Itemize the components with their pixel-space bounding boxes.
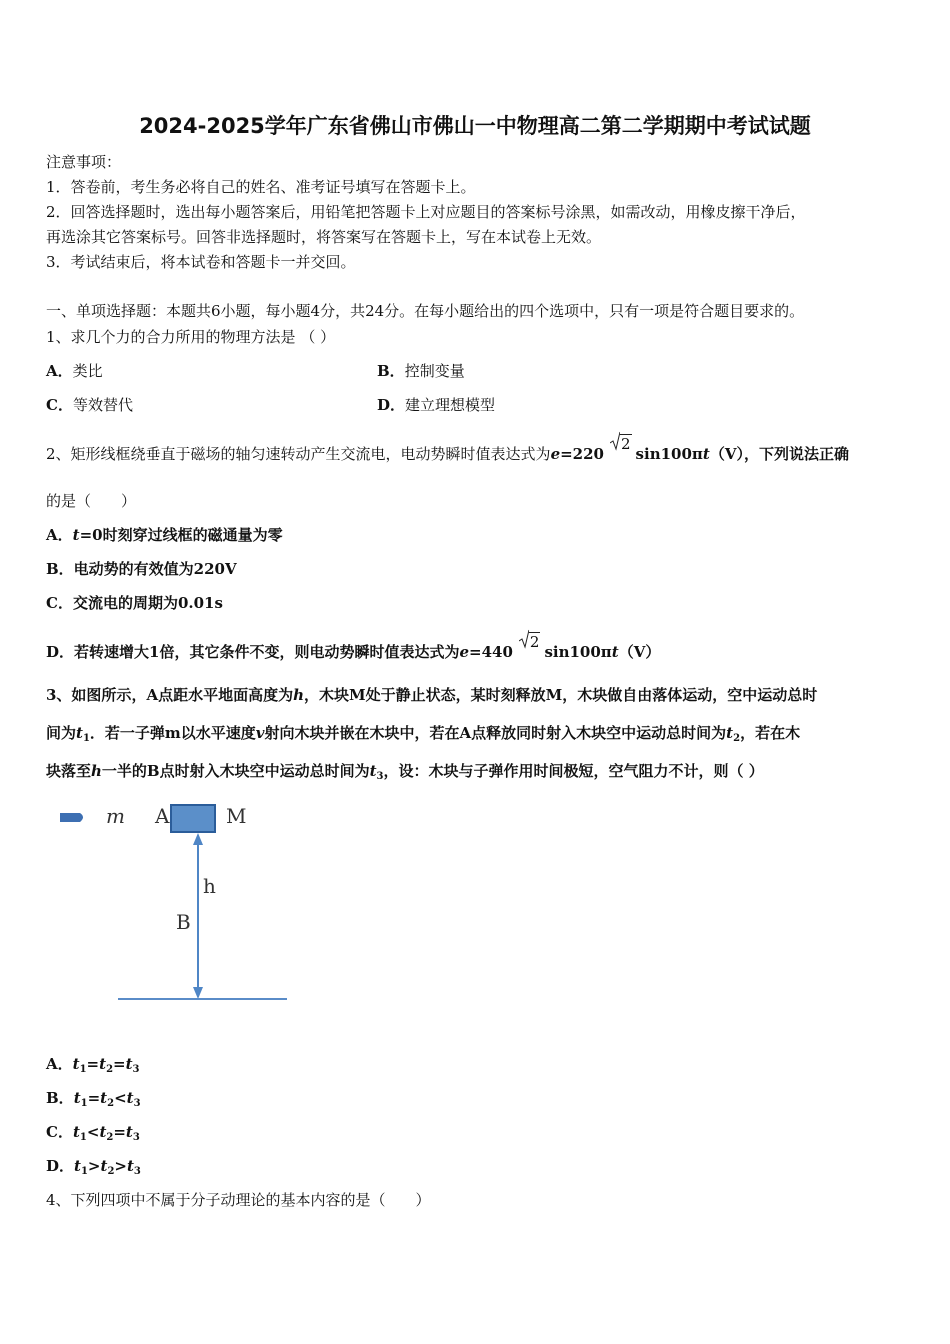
eq-value: =220 (560, 445, 604, 463)
var-t: t (99, 1123, 107, 1141)
option-text: 类比 (72, 362, 103, 380)
subscript: 1 (80, 1166, 88, 1177)
arrow-head-down-icon (193, 987, 203, 999)
q2-option-a (46, 525, 283, 545)
var-t: t (72, 526, 80, 544)
q1-option-b (377, 361, 465, 381)
subscript: 1 (82, 733, 90, 744)
var-t: t (125, 1055, 133, 1073)
option-text: 控制变量 (404, 362, 465, 380)
question-4-stem: 4、下列四项中不属于分子动理论的基本内容的是（ ） (46, 1191, 431, 1209)
var-t: t (100, 1089, 108, 1107)
var-t: t (726, 724, 734, 742)
option-label: D． (46, 1157, 75, 1175)
subscript: 2 (107, 1098, 115, 1109)
section-header: 一、单项选择题：本题共6小题，每小题4分，共24分。在每小题给出的四个选项中，只有一项是符合题目要求的。 (46, 302, 805, 320)
arrow-head-up-icon (193, 833, 203, 845)
var-t: t (72, 1055, 80, 1073)
option-text: D．若转速增大1倍，其它条件不变，则电动势瞬时值表达式为 (46, 643, 460, 661)
subscript: 3 (132, 1064, 140, 1075)
option-label: A． (46, 1055, 73, 1073)
subscript: 3 (133, 1098, 141, 1109)
eq-value: =440 (469, 643, 513, 661)
relation: < (86, 1123, 100, 1141)
sin-term: sin100π (635, 445, 703, 463)
var-t: t (99, 1055, 107, 1073)
var-t: t (126, 1089, 134, 1107)
option-label: D． (377, 396, 406, 414)
var-t: t (74, 1157, 81, 1175)
var-t: t (125, 1123, 133, 1141)
question-3-line2 (46, 723, 800, 749)
stem-text: 3、如图所示，A点距水平地面高度为 (46, 686, 294, 704)
subscript: 3 (376, 771, 384, 782)
subscript: 2 (106, 1132, 114, 1143)
option-label: B． (46, 1089, 74, 1107)
option-text: 建立理想模型 (405, 396, 496, 414)
relation: = (113, 1055, 126, 1073)
label-h: h (203, 874, 216, 898)
q3-option-d (46, 1156, 141, 1182)
page-title: 2024-2025学年广东省佛山市佛山一中物理高二第二学期期中考试试题 (139, 114, 811, 138)
question-2-stem (46, 435, 849, 464)
notice-item: 1．答卷前，考生务必将自己的姓名、准考证号填写在答题卡上。 (46, 178, 476, 196)
stem-text: ．若一子弹m以水平速度 (89, 724, 256, 742)
var-t: t (369, 762, 377, 780)
subscript: 2 (107, 1166, 115, 1177)
label-A: A (155, 804, 170, 828)
subscript: 1 (79, 1132, 87, 1143)
subscript: 2 (106, 1064, 114, 1075)
label-m: m (106, 804, 125, 828)
option-label: A． (46, 526, 73, 544)
radical-icon (610, 431, 620, 451)
var-v: v (255, 724, 265, 742)
relation: = (113, 1123, 126, 1141)
bullet-icon (60, 813, 83, 822)
option-text: 等效替代 (72, 396, 133, 414)
option-label: C． (46, 396, 73, 414)
option-label: C． (46, 1123, 73, 1141)
q3-option-b (46, 1088, 141, 1114)
option-label: A． (46, 362, 73, 380)
question-1-stem: 1、求几个力的合力所用的物理方法是 （ ） (46, 328, 336, 346)
sqrt-radicand: 2 (621, 435, 631, 453)
notice-item: 再选涂其它答案标号。回答非选择题时，将答案写在答题卡上，写在本试卷上无效。 (46, 228, 602, 246)
var-h: h (91, 762, 102, 780)
var-e: e (459, 643, 469, 661)
question-2-stem-cont: 的是（ ） (46, 492, 137, 510)
subscript: 2 (733, 733, 741, 744)
stem-text: 间为 (46, 724, 77, 742)
stem-text: ，木块M处于静止状态，某时刻释放M，木块做自由落体运动，空中运动总时 (303, 686, 818, 704)
label-B: B (176, 910, 191, 934)
subscript: 3 (132, 1132, 140, 1143)
sqrt-radicand: 2 (529, 633, 540, 651)
var-t: t (702, 445, 710, 463)
var-t: t (76, 724, 83, 742)
stem-text: ，若在木 (740, 724, 801, 742)
sqrt-symbol (519, 629, 541, 652)
label-M: M (226, 804, 247, 828)
relation: < (114, 1089, 127, 1107)
q2-option-b: B．电动势的有效值为220V (46, 560, 237, 578)
var-t: t (73, 1089, 81, 1107)
subscript: 3 (133, 1166, 141, 1177)
var-h: h (293, 686, 304, 704)
question-3-line3 (46, 761, 764, 787)
stem-text: 块落至 (46, 762, 92, 780)
q2-option-d (46, 633, 661, 662)
relation: = (87, 1089, 101, 1107)
sqrt-symbol (610, 431, 632, 454)
var-e: e (550, 445, 561, 463)
q1-option-c (46, 395, 133, 415)
var-t: t (72, 1123, 80, 1141)
relation: > (87, 1157, 101, 1175)
option-label: B． (377, 362, 405, 380)
subscript: 1 (80, 1098, 88, 1109)
sin-term: sin100π (544, 643, 612, 661)
q2-option-c: C．交流电的周期为0.01s (46, 594, 223, 612)
q1-option-d (377, 395, 495, 415)
relation: = (86, 1055, 100, 1073)
stem-text: 射向木块并嵌在木块中，若在A点释放同时射入木块空中运动总时间为 (264, 724, 727, 742)
notice-item: 3．考试结束后，将本试卷和答题卡一并交回。 (46, 253, 356, 271)
q3-figure (50, 795, 310, 1010)
subscript: 1 (79, 1064, 87, 1075)
radical-icon (519, 629, 529, 649)
relation: > (114, 1157, 127, 1175)
stem-text: 2、矩形线框绕垂直于磁场的轴匀速转动产生交流电，电动势瞬时值表达式为 (46, 445, 551, 463)
stem-text: （V），下列说法正确 (709, 445, 849, 463)
stem-text: ，设：木块与子弹作用时间极短，空气阻力不计，则（ ） (383, 762, 764, 780)
var-t: t (611, 643, 619, 661)
var-t: t (100, 1157, 108, 1175)
q3-option-c (46, 1122, 140, 1148)
stem-text: 一半的B点时射入木块空中运动总时间为 (101, 762, 370, 780)
question-3-line1 (46, 685, 817, 705)
notice-heading: 注意事项： (46, 153, 122, 171)
block-M (171, 805, 215, 832)
var-t: t (126, 1157, 134, 1175)
q1-option-a (46, 361, 103, 381)
notice-item: 2．回答选择题时，选出每小题答案后，用铅笔把答题卡上对应题目的答案标号涂黑，如需改动，用橡皮擦干净后， (46, 203, 806, 221)
q3-option-a (46, 1054, 140, 1080)
option-text: =0时刻穿过线框的磁通量为零 (79, 526, 283, 544)
option-text: （V） (618, 643, 661, 661)
